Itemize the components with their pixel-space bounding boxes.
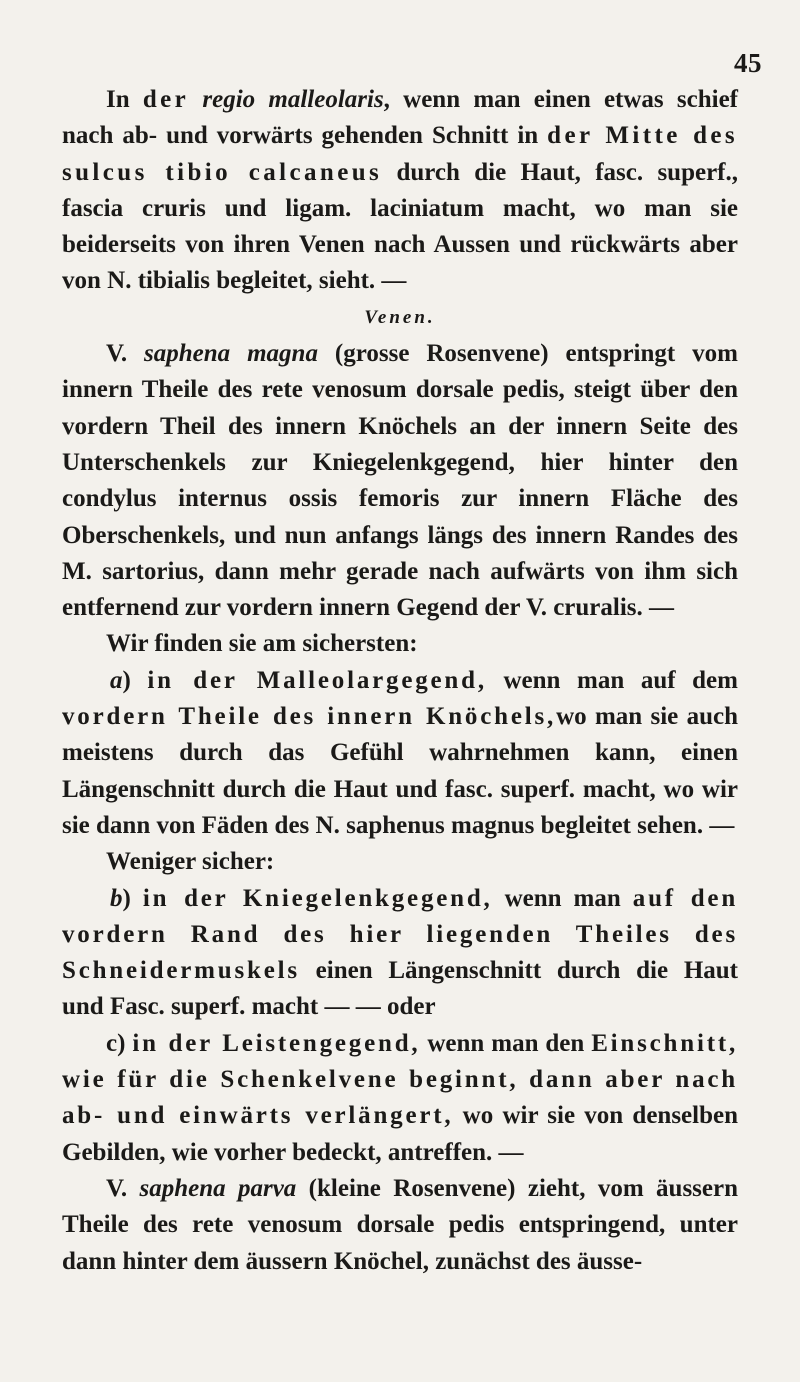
paragraph-weniger-sicher: Weniger sicher: (106, 848, 275, 876)
paragraph-item-c (62, 1026, 738, 1171)
italic-term: saphena magna (144, 340, 318, 368)
spaced-text: der (142, 86, 190, 113)
spaced-text: in der Leistengegend, (132, 1029, 421, 1057)
paragraph-regio-malleolaris (62, 82, 738, 300)
text-run: V. (106, 1174, 140, 1202)
text-run: wenn man den (420, 1029, 592, 1057)
text-run: durch die Haut, fasc. superf., fascia cruris und ligam. laciniatum macht, wo man sie beiderseits von ihren Venen nach Aussen und rückwärts aber von N. tibialis begleitet, sieht. — (62, 158, 739, 295)
text-run: ) (122, 666, 148, 694)
text-run: ) (122, 884, 143, 912)
text-run: wo wir sie von denselben Gebilden, wie vorher bedeckt, antreffen. — (62, 1102, 738, 1166)
italic-term: saphena parva (139, 1174, 297, 1202)
text-run: , wenn man einen etwas schief nach ab- und vorwärts gehenden Schnitt in (62, 86, 738, 150)
body-text (62, 82, 738, 1280)
item-letter: c) (106, 1029, 133, 1057)
item-letter: b (110, 884, 123, 912)
spaced-text: vordern Theile des innern Knöchels, (62, 703, 557, 731)
text-run: (kleine Rosenvene) zieht, vom äussern Theile des rete venosum dorsale pedis entspringend, unter dann hinter dem äussern Knöchel, zunächst des äusse- (62, 1174, 738, 1275)
spaced-text: auf den vordern Rand des hier liegenden Theiles des Schneidermuskels (62, 884, 739, 985)
page-number: 45 (734, 48, 762, 78)
text-run: einen Längenschnitt durch die Haut und Fasc. superf. macht — — oder (62, 957, 738, 1021)
paragraph-item-b (62, 881, 738, 1026)
text-run: wenn man (492, 884, 633, 912)
spaced-text: der Mitte des sulcus tibio calcaneus (62, 122, 738, 186)
item-letter: a (110, 666, 123, 694)
italic-term: regio malleolaris (202, 86, 384, 113)
spaced-text: Einschnitt, wie für die Schenkelvene beginnt, dann aber nach ab- und einwärts verlängert, (62, 1029, 738, 1130)
paragraph-saphena-parva (62, 1171, 738, 1280)
text-run: (grosse Rosenvene) entspringt vom innern Theile des rete venosum dorsale pedis, steigt über den vordern Theil des innern Knöchels an der innern Seite des Unterschenkels zur Kniegelenkgegend, hier hinter den condylus internus ossis femoris zur innern Fläche des Oberschenkels, und nun anfangs längs des innern Randes des M. sartorius, dann mehr gerade nach aufwärts von ihm sich entfernend zur vordern innern Gegend der V. cruralis. — (62, 340, 738, 622)
text-run: V. (106, 340, 145, 368)
spaced-text: in der Kniegelenkgegend, (142, 884, 493, 912)
paragraph-wir-finden: Wir finden sie am sichersten: (106, 630, 418, 658)
text-run: wenn man auf dem (486, 666, 738, 694)
text-run: In (106, 86, 143, 113)
paragraph-saphena-magna (62, 336, 738, 626)
spaced-text: in der Malleolargegend, (147, 666, 487, 694)
paragraph-item-a (62, 663, 738, 844)
text-run: wo man sie auch meistens durch das Gefühl wahrnehmen kann, einen Längenschnitt durch die Haut und fasc. superf. macht, wo wir sie dann von Fäden des N. saphenus magnus begleitet sehen. — (62, 703, 738, 839)
section-heading-venen: Venen. (364, 306, 436, 328)
